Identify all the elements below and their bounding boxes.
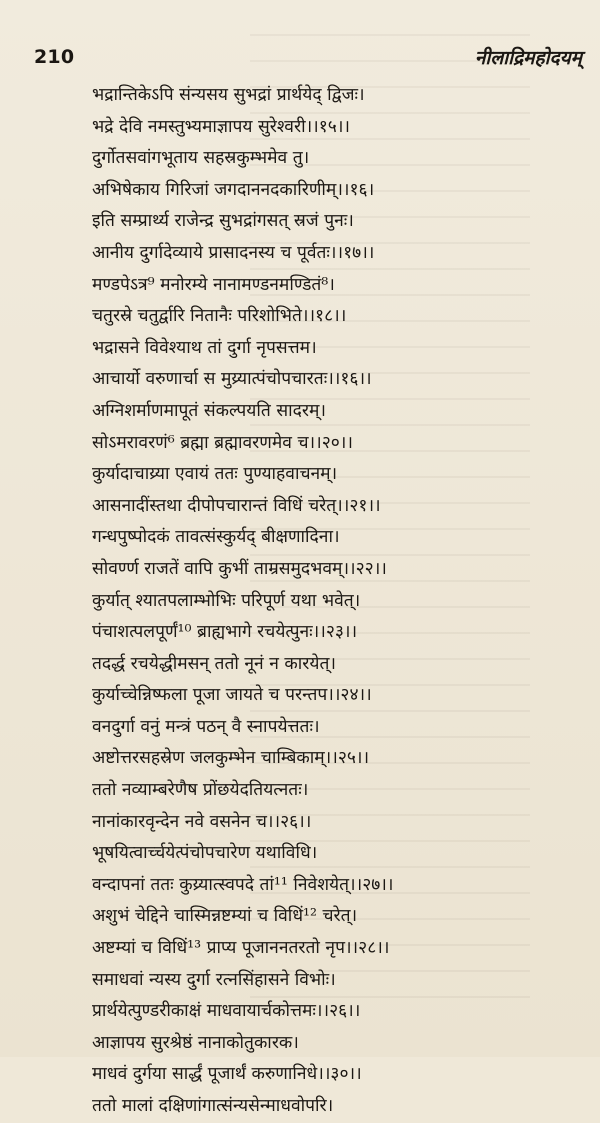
verse-line: भद्रे देवि नमस्तुभ्यमाज्ञापय सुरेश्वरी।।१५।। bbox=[92, 116, 351, 137]
sanskrit-text-block bbox=[92, 80, 532, 1123]
verse-line: आचार्यो वरुणार्चा स मुय्र्यात्पंचोपचारतः।।१६।। bbox=[92, 369, 372, 390]
page-header bbox=[34, 36, 582, 69]
verse-line: कुर्यात् श्यातपलाम्भोभिः परिपूर्ण यथा भवेत्। bbox=[92, 590, 361, 611]
verse-line: अष्टम्यां च विधिं¹³ प्राप्य पूजाननतरतो नृप।।२८।। bbox=[92, 938, 390, 959]
verse-line: ततो नव्याम्बरेणैष प्रोंछयेदतियत्नतः। bbox=[92, 780, 309, 801]
verse-line: कुर्याच्चेन्निष्फला पूजा जायते च परन्तप।।२४।। bbox=[92, 685, 372, 706]
verse-line: भद्रासने विवेश्याथ तां दुर्गा नृपसत्तम। bbox=[92, 337, 317, 358]
verse-line: वनदुर्गा वनुं मन्त्रं पठन् वै स्नापयेत्ततः। bbox=[92, 716, 320, 737]
verse-line: आनीय दुर्गादेव्याये प्रासादनस्य च पूर्वतः।।१७।। bbox=[92, 242, 375, 263]
verse-line: चतुरस्रे चतुर्द्वारि नितानैः परिशोभिते।।१८।। bbox=[92, 306, 347, 327]
verse-line: अष्टोत्तरसहस्रेण जलकुम्भेन चाम्बिकाम्।।२५।। bbox=[92, 748, 370, 769]
verse-line: तदर्द्ध रचयेद्धीमसन् ततो नूनं न कारयेत्। bbox=[92, 653, 336, 674]
running-head: नीलाद्रिमहोदयम् bbox=[474, 47, 582, 69]
verse-line: माधवं दुर्गया सार्द्धं पूजार्थं करुणानिधे।।३०।। bbox=[92, 1064, 362, 1085]
verse-line: ततो मालां दक्षिणांगात्संन्यसेन्माधवोपरि। bbox=[92, 1096, 334, 1116]
verse-line: वन्दापनां ततः कुय्र्यात्स्वपदे तां¹¹ निवेशयेत्।।२७।। bbox=[92, 874, 394, 895]
verse-line: सोवर्ण्ण राजतें वापि कुभीं ताम्रसमुदभवम्।।२२।। bbox=[92, 558, 387, 579]
verse-line: इति सम्प्रार्थ्य राजेन्द्र सुभद्रांगसत् स्रजं पुनः। bbox=[92, 211, 354, 232]
verse-line: अभिषेकाय गिरिजां जगदाननदकारिणीम्।।१६। bbox=[92, 179, 375, 200]
page-number: 210 bbox=[34, 46, 75, 68]
verse-line: समाधवां न्यस्य दुर्गा रत्नसिंहासने विभोः। bbox=[92, 969, 336, 990]
verse-line: नानांकारवृन्देन नवे वसनेन च।।२६।। bbox=[92, 811, 312, 832]
verse-line: प्रार्थयेत्पुण्डरीकाक्षं माधवायार्चकोत्तमः।।२६।। bbox=[92, 1001, 361, 1022]
verse-line: गन्धपुष्पोदकं तावत्संस्कुर्यद् बीक्षणादिना। bbox=[92, 527, 340, 548]
verse-line: कुर्यादाचाय्र्या एवायं ततः पुण्याहवाचनम्। bbox=[92, 464, 338, 485]
verse-line: भूषयित्वार्च्चयेत्पंचोपचारेण यथाविधि। bbox=[92, 843, 318, 864]
verse-line: आसनादींस्तथा दीपोपचारान्तं विधिं चरेत्।।२१।। bbox=[92, 495, 381, 516]
verse-line: पंचाशत्पलपूर्णं¹⁰ ब्राह्यभागे रचयेत्पुनः।।२३।। bbox=[92, 622, 358, 643]
verse-line: अशुभं चेद्दिने चास्मिन्नष्टम्यां च विधिं¹² चरेत्। bbox=[92, 906, 358, 927]
verse-line: सोऽमरावरणं⁶ ब्रह्मा ब्रह्मावरणमेव च।।२०।। bbox=[92, 432, 353, 453]
verse-line: अग्निशर्माणमापूतं संकल्पयति सादरम्। bbox=[92, 400, 326, 421]
verse-line: दुर्गोतसवांगभूताय सहस्रकुम्भमेव तु। bbox=[92, 148, 310, 169]
verse-line: भद्रान्तिकेऽपि संन्यसय सुभद्रां प्रार्थयेद् द्विजः। bbox=[92, 85, 365, 105]
verse-line: मण्डपेऽत्र⁹ मनोरम्ये नानामण्डनमण्डितं⁸। bbox=[92, 274, 335, 295]
verse-line: आज्ञापय सुरश्रेष्ठं नानाकोतुकारक। bbox=[92, 1032, 299, 1053]
